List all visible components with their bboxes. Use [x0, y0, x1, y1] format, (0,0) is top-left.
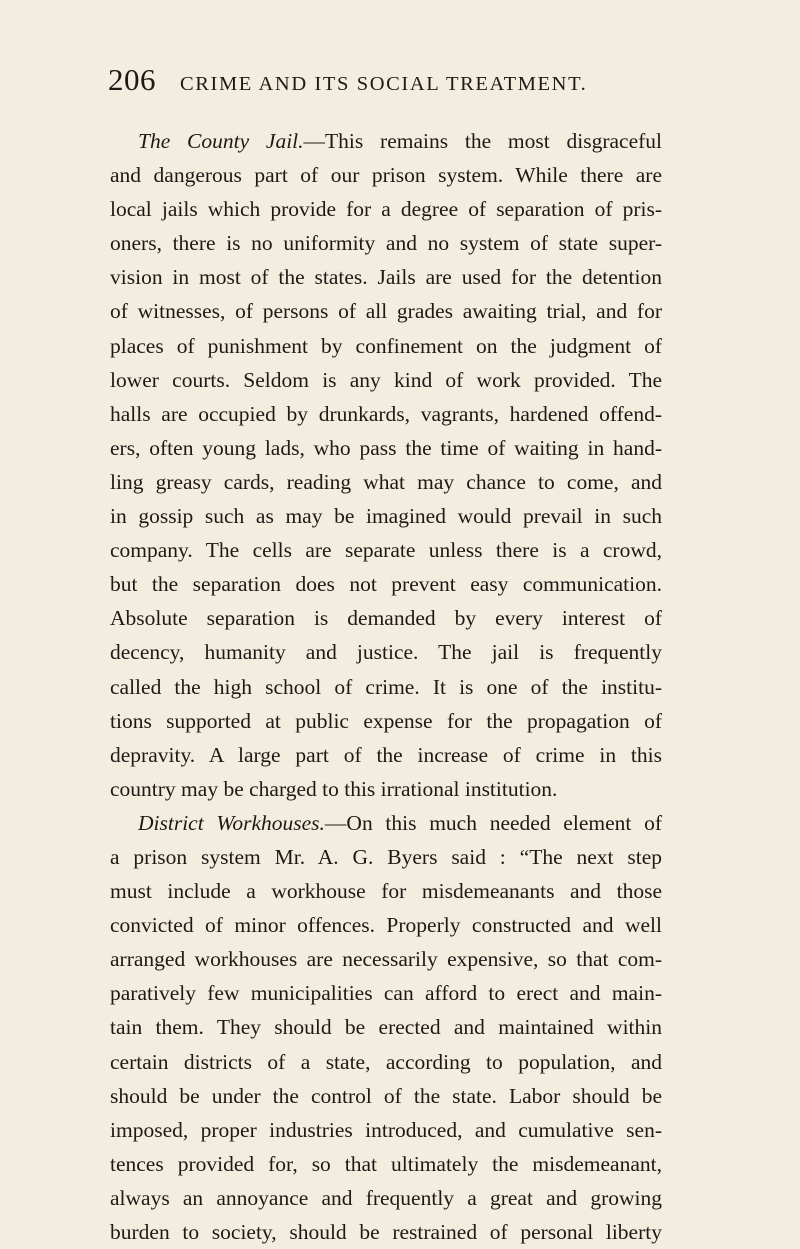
text-line: arranged workhouses are necessarily expensive, so that com-	[110, 947, 662, 972]
text-line: tain them. They should be erected and maintained within	[110, 1015, 662, 1040]
section-heading-district-workhouses: District Workhouses.	[138, 810, 325, 835]
text-line: of witnesses, of persons of all grades awaiting trial, and for	[110, 299, 662, 324]
text-line: imposed, proper industries introduced, and cumulative sen-	[110, 1117, 662, 1142]
text-line: certain districts of a state, according to population, and	[110, 1049, 662, 1074]
line-text: —On this much needed element of	[324, 810, 662, 835]
text-line: burden to society, should be restrained of personal liberty	[110, 1220, 662, 1244]
text-line: always an annoyance and frequently a great and growing	[110, 1185, 662, 1210]
text-line: places of punishment by confinement on the judgment of	[110, 333, 662, 358]
text-line: decency, humanity and justice. The jail is frequently	[110, 640, 662, 665]
text-line: company. The cells are separate unless there is a crowd,	[110, 538, 662, 563]
text-line: in gossip such as may be imagined would prevail in such	[110, 504, 662, 529]
text-line: should be under the control of the state. Labor should be	[110, 1083, 662, 1108]
text-line: a prison system Mr. A. G. Byers said : “The next step	[110, 844, 662, 869]
running-title: CRIME AND ITS SOCIAL TREATMENT.	[180, 73, 588, 95]
text-line: country may be charged to this irrational institution.	[110, 776, 558, 801]
text-line: paratively few municipalities can afford to erect and main-	[110, 981, 662, 1006]
text-line: but the separation does not prevent easy communication.	[110, 572, 662, 597]
body-text	[110, 124, 662, 1249]
page-number: 206	[108, 62, 156, 97]
text-line: halls are occupied by drunkards, vagrants, hardened offend-	[110, 401, 662, 426]
text-line: vision in most of the states. Jails are used for the detention	[110, 265, 662, 290]
text-line: oners, there is no uniformity and no system of state super-	[110, 231, 662, 256]
text-line: and dangerous part of our prison system. While there are	[110, 163, 662, 188]
text-line: depravity. A large part of the increase of crime in this	[110, 742, 662, 767]
text-line: must include a workhouse for misdemeanants and those	[110, 879, 662, 904]
text-line: ers, often young lads, who pass the time of waiting in hand-	[110, 435, 662, 460]
text-line: convicted of minor offences. Properly constructed and well	[110, 913, 662, 938]
running-head	[108, 62, 668, 98]
text-line: ling greasy cards, reading what may chance to come, and	[110, 469, 662, 494]
text-line	[110, 806, 662, 840]
line-text: —This remains the most disgraceful	[303, 129, 662, 153]
text-line	[110, 124, 662, 158]
text-line: Absolute separation is demanded by every interest of	[110, 606, 662, 631]
text-line: lower courts. Seldom is any kind of work provided. The	[110, 367, 662, 392]
section-heading-county-jail: The County Jail.	[138, 129, 304, 153]
text-line: tions supported at public expense for the propagation of	[110, 708, 662, 733]
text-line: called the high school of crime. It is one of the institu-	[110, 674, 662, 699]
text-line: local jails which provide for a degree of separation of pris-	[110, 197, 662, 222]
text-line: tences provided for, so that ultimately the misdemeanant,	[110, 1151, 662, 1176]
